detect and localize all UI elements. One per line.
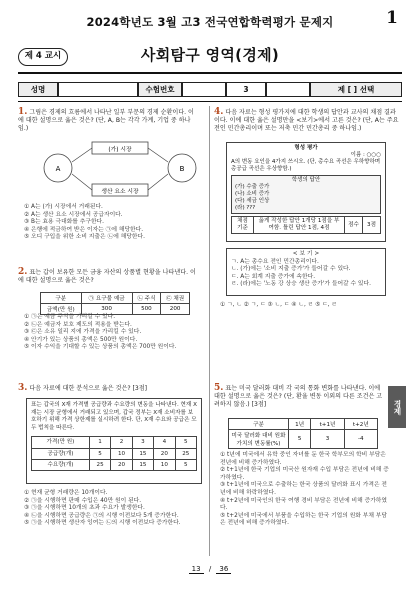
answer-box: [231, 175, 381, 214]
diagram-node-b: B: [179, 165, 185, 173]
question-1-options: [24, 204, 204, 242]
header-rule: [18, 72, 402, 74]
option[interactable]: ② t+1년에 한국 기업의 미국산 원자재 수입 부담은 전년에 비해 증가하였다.: [220, 467, 389, 481]
bogi-item: ㄷ. A는 회계 지출 증가에 속한다.: [231, 273, 316, 280]
option[interactable]: ④ t+2년에 미국인의 한국 여행 경비 부담은 전년에 비해 증가하였다.: [220, 497, 387, 512]
diagram-node-a: A: [55, 165, 61, 173]
exchange-rate-table: [228, 418, 378, 449]
table-cell: 금액(만 원): [41, 304, 82, 315]
question-3-passage: 표는 갑국의 X재 가격별 공급량과 수요량의 변동을 나타낸다. 현재 X재는 시장 균형에서 거래되고 있으며, 갑국 정부는 X재 소비자를 보호하기 위해 가격 상한제를 실시하려 한다. 단, X재 수요와 공급은 모두 법칙을 따른다.: [31, 402, 197, 431]
choice-label: 제 [ ] 선택: [310, 82, 402, 97]
question-3-passage-box: [26, 398, 202, 484]
question-1-number: 1.: [18, 107, 28, 117]
question-4: [214, 108, 400, 134]
option[interactable]: ② A는 생산 요소 시장에서 공급자이다.: [24, 211, 123, 218]
table-cell: 15: [132, 459, 153, 470]
table-cell: 10: [154, 459, 175, 470]
question-2-options: [24, 314, 206, 352]
question-5-stem: 표는 미국 달러화 대비 각 국의 통화 변화를 나타낸다. 이에 대한 설명으로 옳은 것은? (단, 환율 변동 이외의 다른 조건은 고려하지 않음.) [3점]: [214, 385, 383, 409]
diagram-bottom-market: 생산 요소 시장: [101, 189, 139, 195]
table-cell: 200: [161, 304, 190, 315]
answer-item: (다) 세금 인상: [235, 198, 270, 204]
question-4-number: 4.: [214, 107, 224, 117]
question-3-options: [24, 490, 206, 528]
scoring-desc: 옳게 작성한 답안 1개당 1점을 부여함. 틀린 답안 1점, 4점: [254, 217, 345, 234]
option[interactable]: ⑤ t+2년에 미국에서 부품을 수입하는 한국 기업의 원화 부채 부담은 전년에 비해 증가하였다.: [220, 512, 387, 527]
card-question: A의 변동 요인을 4가지 쓰시오. (단, 총수요 곡선은 우하향하며 총공급 곡선은 우상향함.): [231, 159, 381, 172]
table-header-cell: 2: [111, 437, 132, 448]
exam-no-box-3[interactable]: [266, 82, 310, 97]
question-3-stem: 다음 자료에 대한 분석으로 옳은 것은? [3점]: [29, 385, 148, 392]
table-cell: 미국 달러화 대비 원화 가치의 변동률(%): [229, 430, 289, 449]
answer-title: 학생의 답안: [291, 177, 321, 183]
table-cell: 25: [89, 459, 110, 470]
option[interactable]: ③ B는 효용 극대화를 추구한다.: [24, 219, 104, 226]
option[interactable]: ① ㉠은 예금 주식을 가리킬 수 있다.: [24, 314, 116, 320]
question-5-number: 5.: [214, 383, 224, 393]
option[interactable]: ① A는 (가) 시장에서 거래된다.: [24, 204, 103, 210]
question-5-options: [220, 452, 392, 528]
scoring-label: 채점 기준: [232, 217, 254, 234]
footer-total-pages: 36: [216, 565, 231, 574]
table-cell: 5: [289, 430, 311, 449]
exam-no-box-1[interactable]: [182, 82, 226, 97]
info-rule: [18, 101, 402, 102]
table-cell: 수요량(개): [32, 459, 90, 470]
table-cell: 5: [175, 459, 196, 470]
table-cell: 10: [111, 448, 132, 459]
question-2: [18, 268, 196, 285]
question-1-stem: 그림은 경제의 흐름에서 나타난 일부 부문의 경제 순환이다. 이에 대한 설명으로 옳은 것은? (단, A, B는 각각 가계, 기업 중 하나임.): [18, 109, 194, 133]
formative-eval-card: [226, 142, 386, 242]
table-cell: 15: [132, 448, 153, 459]
bogi-item: ㄱ. A는 총수요 전인 민간총리이다.: [231, 258, 319, 265]
exam-header-title: 2024학년도 3월 고3 전국연합학력평가 문제지: [86, 15, 334, 29]
question-5: [214, 384, 386, 410]
exam-no-label: 수험번호: [138, 82, 182, 97]
scoring-table: [231, 216, 381, 234]
asset-table: [40, 292, 190, 315]
table-header-cell: 1년: [289, 419, 311, 430]
table-header-cell: t+2년: [344, 419, 377, 430]
table-cell: 20: [154, 448, 175, 459]
exam-period-badge: 제 4 교시: [18, 48, 68, 66]
name-field[interactable]: [58, 82, 138, 97]
option[interactable]: ④ 안기가 있는 상품의 총액은 500만 원이다.: [24, 336, 138, 343]
table-cell: 25: [175, 448, 196, 459]
column-divider: [209, 106, 210, 556]
table-header-cell: 1: [89, 437, 110, 448]
exam-no-box-2[interactable]: 3: [226, 82, 266, 97]
table-header-cell: 4: [154, 437, 175, 448]
candidate-info-bar: [18, 82, 402, 97]
answer-item: (나) 소비 증가: [235, 191, 270, 197]
table-header-cell: ㉢ 채권: [161, 293, 190, 304]
name-label: 성명: [18, 82, 58, 97]
option[interactable]: ① t년에 미국에서 유학 중인 자녀를 둔 한국 학부모의 학비 부담은 전년에 비해 증가하였다.: [220, 452, 386, 466]
table-header-cell: ㉡ 주식: [132, 293, 161, 304]
answer-item: (가) 수출 증가: [235, 184, 270, 190]
table-cell: 공급량(개): [32, 448, 90, 459]
bogi-box: [226, 248, 386, 296]
question-4-options[interactable]: ① ㄱ, ㄴ ② ㄱ, ㄷ ③ ㄴ, ㄷ ④ ㄴ, ㄹ ⑤ ㄷ, ㄹ: [220, 302, 337, 308]
option[interactable]: ⑤ 이자 수익을 기대할 수 있는 상품의 총액은 700만 원이다.: [24, 344, 177, 351]
table-cell: 500: [132, 304, 161, 315]
diagram-top-market: (가) 시장: [108, 147, 132, 153]
option[interactable]: ③ ㉢은 소유 일리 지에 가격을 가리킬 수 있다.: [24, 329, 142, 336]
bogi-title: < 보 기 >: [292, 251, 320, 257]
option[interactable]: ③ t+1년에 미국으로 수출하는 한국 상품의 달러화 표시 가격은 전년에 비해 하락하였다.: [220, 482, 387, 496]
table-cell: -4: [344, 430, 377, 449]
card-name: 이름 : ○○○: [350, 152, 381, 158]
table-cell: 300: [81, 304, 132, 315]
table-header-cell: 구분: [41, 293, 82, 304]
question-1: [18, 108, 196, 134]
answer-item: (라) ???: [235, 205, 256, 211]
page-footer: 13 / 36: [0, 565, 420, 574]
card-title: 형성 평가: [294, 145, 318, 151]
question-3: [18, 384, 196, 393]
subject-title: 사회탐구 영역(경제): [140, 46, 280, 64]
bogi-item: ㄹ. (라)에는 '노동 강 상승 생산 증가'가 들어갈 수 있다.: [231, 281, 371, 288]
option[interactable]: ② ㉡은 예금자 보호 제도의 적용을 받는다.: [24, 321, 132, 328]
table-header-cell: 5: [175, 437, 196, 448]
table-cell: 3: [311, 430, 344, 449]
option[interactable]: ② ㉠을 시행하면 판매 수입은 40만 원이 된다.: [24, 497, 142, 504]
option[interactable]: ④ 은행에 적금하여 받은 이자는 ㉠에 해당한다.: [24, 226, 144, 233]
table-cell: 20: [111, 459, 132, 470]
page-number: 1: [386, 8, 398, 28]
score-label: 점수: [345, 217, 363, 234]
bogi-item: ㄴ. (가)에는 '소비 지출 증가'가 들어갈 수 있다.: [231, 266, 351, 273]
table-cell: 5: [89, 448, 110, 459]
table-header-cell: 구분: [229, 419, 289, 430]
option[interactable]: ⑤ 오디 구입을 위한 소비 지출은 ㉡에 해당한다.: [24, 234, 145, 241]
table-header-cell: ㉠ 요구불 예금: [81, 293, 132, 304]
question-4-stem: 다음 자료는 형성 평가지에 대한 학생의 답안과 교사의 채점 결과이다. 이에 대한 옳은 설명만을 <보기>에서 고른 것은? (단, A는 주요 전인 민간총리이며 또는 저축 민간 민간총리 중 하나임.): [214, 109, 399, 133]
question-2-stem: 표는 갑이 보유한 모든 금융 자산의 상품별 현황을 나타낸다. 이에 대한 설명으로 옳은 것은?: [18, 269, 196, 285]
question-3-number: 3.: [18, 383, 28, 393]
subject-side-tab: 경제: [388, 386, 406, 428]
economic-flow-diagram: [40, 140, 200, 202]
option[interactable]: ③ ㉠을 시행하면 10개의 초과 수요가 발생한다.: [24, 505, 145, 512]
option[interactable]: ① 현재 균형 거래량은 10개이다.: [24, 490, 108, 496]
footer-current-page: 13: [189, 565, 204, 574]
option[interactable]: ④ ㉡을 시행하면 공급량은 ㉠의 시행 이전보다 5개 증가한다.: [24, 512, 179, 519]
score-value: 3점: [363, 217, 381, 234]
supply-demand-table: [31, 436, 197, 471]
table-header-cell: t+1년: [311, 419, 344, 430]
question-2-number: 2.: [18, 267, 28, 277]
option[interactable]: ⑤ ㉠을 시행하면 생산자 잉여는 ㉡의 시행 이전보다 증가한다.: [24, 520, 181, 527]
table-header-cell: 3: [132, 437, 153, 448]
table-header-cell: 가격(만 원): [32, 437, 90, 448]
